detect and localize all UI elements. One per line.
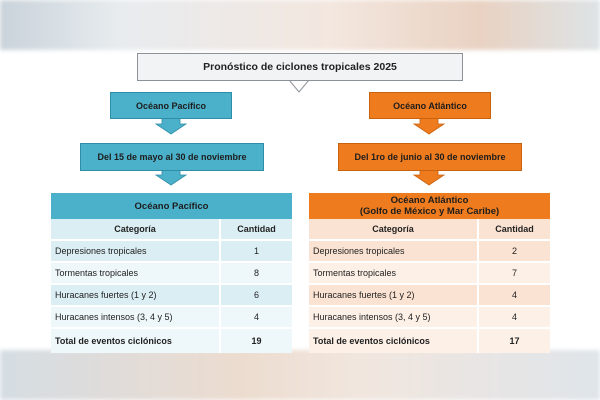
- pacific-row-quantity: 6: [220, 284, 292, 306]
- pacific-total-row: [51, 328, 292, 353]
- table-row: [309, 284, 550, 306]
- table-row: [309, 262, 550, 284]
- atlantic-row-quantity: 2: [478, 240, 550, 262]
- pacific-arrow-2: [156, 169, 186, 185]
- pacific-total-label: Total de eventos ciclónicos: [51, 328, 220, 353]
- table-row: [51, 284, 292, 306]
- atlantic-row-quantity: 4: [478, 306, 550, 328]
- pacific-ocean-label: Océano Pacífico: [110, 92, 232, 119]
- atlantic-total-value: 17: [478, 328, 550, 353]
- table-row: [51, 240, 292, 262]
- table-row: [309, 306, 550, 328]
- atlantic-row-category: Huracanes fuertes (1 y 2): [309, 284, 478, 306]
- pacific-row-category: Huracanes fuertes (1 y 2): [51, 284, 220, 306]
- atlantic-season-label: Del 1ro de junio al 30 de noviembre: [338, 143, 522, 171]
- atlantic-table-title: [309, 193, 550, 219]
- pacific-row-category: Tormentas tropicales: [51, 262, 220, 284]
- atlantic-total-label: Total de eventos ciclónicos: [309, 328, 478, 353]
- table-row: [51, 306, 292, 328]
- atlantic-total-row: [309, 328, 550, 353]
- pacific-row-category: Depresiones tropicales: [51, 240, 220, 262]
- pacific-row-quantity: 1: [220, 240, 292, 262]
- atlantic-arrow-1: [414, 117, 444, 134]
- title-down-arrow: [289, 80, 309, 92]
- atlantic-row-category: Tormentas tropicales: [309, 262, 478, 284]
- pacific-arrow-1: [156, 117, 186, 134]
- atlantic-forecast-table: [309, 193, 550, 353]
- pacific-total-value: 19: [220, 328, 292, 353]
- pacific-season-label: Del 15 de mayo al 30 de noviembre: [80, 143, 264, 171]
- table-row: [309, 240, 550, 262]
- pacific-quantity-header: Cantidad: [220, 219, 292, 240]
- pacific-table-title: Océano Pacífico: [51, 193, 292, 219]
- pacific-row-quantity: 8: [220, 262, 292, 284]
- pacific-forecast-table: [51, 193, 292, 353]
- atlantic-table-title-line2: (Golfo de México y Mar Caribe): [359, 206, 500, 217]
- table-row: [51, 262, 292, 284]
- atlantic-ocean-label: Océano Atlántico: [369, 92, 491, 119]
- atlantic-row-quantity: 7: [478, 262, 550, 284]
- pacific-category-header: Categoría: [51, 219, 220, 240]
- atlantic-row-quantity: 4: [478, 284, 550, 306]
- atlantic-quantity-header: Cantidad: [478, 219, 550, 240]
- pacific-row-quantity: 4: [220, 306, 292, 328]
- atlantic-table-title-line1: Océano Atlántico: [390, 195, 469, 206]
- atlantic-row-category: Depresiones tropicales: [309, 240, 478, 262]
- pacific-row-category: Huracanes intensos (3, 4 y 5): [51, 306, 220, 328]
- atlantic-arrow-2: [414, 169, 444, 185]
- atlantic-category-header: Categoría: [309, 219, 478, 240]
- forecast-title: Pronóstico de ciclones tropicales 2025: [137, 53, 463, 81]
- atlantic-row-category: Huracanes intensos (3, 4 y 5): [309, 306, 478, 328]
